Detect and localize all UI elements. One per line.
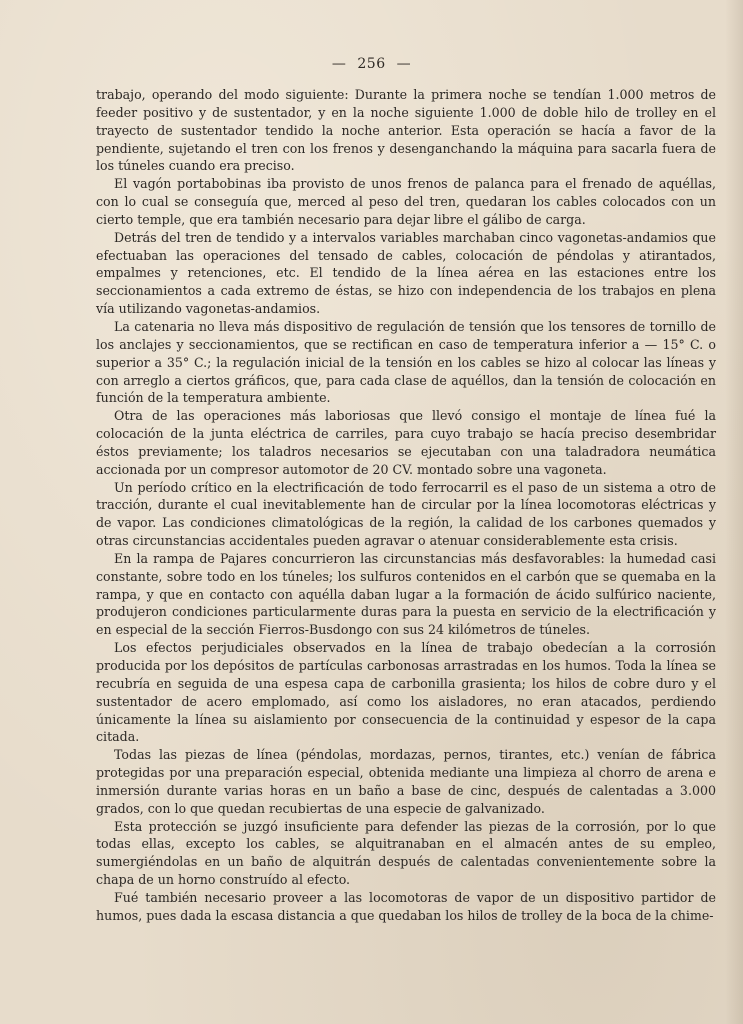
- body-text: [96, 86, 716, 925]
- page-number-value: 256: [357, 56, 386, 72]
- page-edge-shadow: [725, 0, 743, 1024]
- paragraph: Todas las piezas de línea (péndolas, mordazas, pernos, tirantes, etc.) venían de fábrica protegidas por una preparación especial, obtenida mediante una limpieza al chorro de arena e inmersión durante varias horas en un baño a base de cinc, después de calentadas a 3.000 grados, con lo que quedan recubiertas de una especie de galvanizado.: [96, 747, 716, 816]
- page-number: [0, 56, 743, 72]
- paragraph: Un período crítico en la electrificación de todo ferrocarril es el paso de un sistema a otro de tracción, durante el cual inevitablemente han de circular por la línea locomotoras eléctricas y de vapor. Las condiciones climatológicas de la región, la calidad de los carbones quemados y otras circunstancias accidentales pueden agravar o atenuar considerablemente esta crisis.: [96, 479, 716, 549]
- paragraph: Fué también necesario proveer a las locomotoras de vapor de un dispositivo partidor de humos, pues dada la escasa distancia a que quedaban los hilos de trolley de la boca de la chime-: [96, 889, 716, 923]
- paragraph: El vagón portabobinas iba provisto de unos frenos de palanca para el frenado de aquéllas, con lo cual se conseguía que, merced al peso del tren, quedaran los cables colocados con un cierto temple, que era también necesario para dejar libre el gálibo de carga.: [96, 176, 716, 227]
- paragraph: En la rampa de Pajares concurrieron las circunstancias más desfavorables: la humedad casi constante, sobre todo en los túneles; los sulfuros contenidos en el carbón que se quemaba en la rampa, y que en contacto con aquélla daban lugar a la formación de ácido sulfúrico naciente, produjeron condiciones particularmente duras para la puesta en servicio de la electrificación y en especial de la sección Fierros-Busdongo con sus 24 kilómetros de túneles.: [96, 550, 716, 638]
- paragraph: Otra de las operaciones más laboriosas que llevó consigo el montaje de línea fué la colocación de la junta eléctrica de carriles, para cuyo trabajo se hacía preciso desembridar éstos previamente; los taladros necesarios se ejecutaban con una taladradora neumática accionada por un compresor automotor de 20 CV. montado sobre una vagoneta.: [96, 408, 716, 477]
- paragraph: Esta protección se juzgó insuficiente para defender las piezas de la corrosión, por lo que todas ellas, excepto los cables, se alquitranaban en el almacén antes de su empleo, sumergiéndolas en un baño de alquitrán después de calentadas convenientemente sobre la chapa de un horno construído al efecto.: [96, 818, 716, 888]
- paragraph: Los efectos perjudiciales observados en la línea de trabajo obedecían a la corrosión producida por los depósitos de partículas carbonosas arrastradas en los humos. Toda la línea se recubría en seguida de una espesa capa de carbonilla grasienta; los hilos de cobre duro y el sustentador de acero emplomado, así como los aisladores, no eran atacados, perdiendo únicamente la línea su aislamiento por consecuencia de la continuidad y espesor de la capa citada.: [96, 640, 716, 745]
- paragraph: trabajo, operando del modo siguiente: Durante la primera noche se tendían 1.000 metros de feeder positivo y de sustentador, y en la noche siguiente 1.000 de doble hilo de trolley en el trayecto de sustentador tendido la noche anterior. Esta operación se hacía a favor de la pendiente, sujetando el tren con los frenos y desenganchando la máquina para sacarla fuera de los túneles cuando era preciso.: [96, 87, 716, 174]
- paragraph: Detrás del tren de tendido y a intervalos variables marchaban cinco vagonetas-andamios que efectuaban las operaciones del tensado de cables, colocación de péndolas y atirantados, empalmes y retenciones, etc. El tendido de la línea aérea en las estaciones entre los seccionamientos a cada extremo de éstas, se hizo con independencia de los trabajos en plena vía utilizando vagonetas-andamios.: [96, 229, 716, 317]
- paragraph: La catenaria no lleva más dispositivo de regulación de tensión que los tensores de tornillo de los anclajes y seccionamientos, que se rectifican en caso de temperatura inferior a — 15° C. o superior a 35° C.; la regulación inicial de la tensión en los cables se hizo al colocar las líneas y con arreglo a ciertos gráficos, que, para cada clase de aquéllos, dan la tensión de colocación en función de la temperatura ambiente.: [96, 318, 716, 406]
- page-number-dash-right: —: [396, 56, 412, 72]
- page-number-dash-left: —: [331, 56, 347, 72]
